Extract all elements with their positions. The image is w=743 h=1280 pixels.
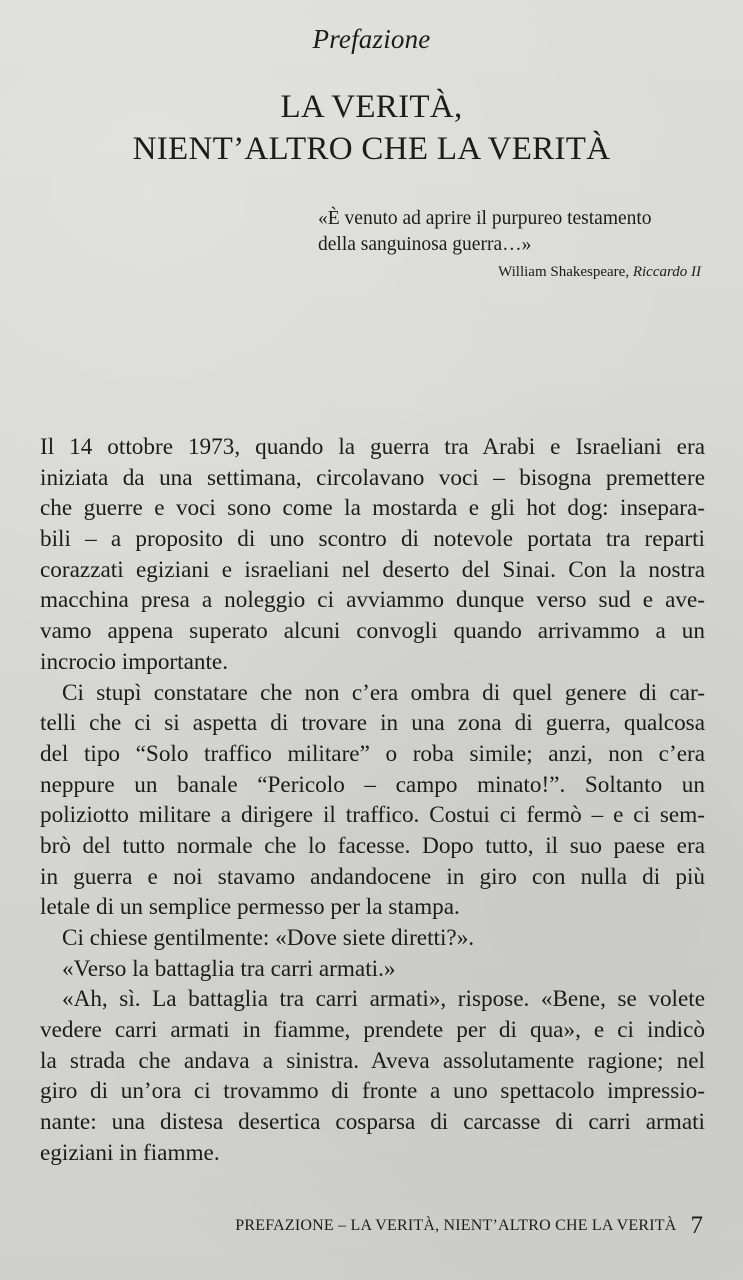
- body-text: [40, 432, 705, 1169]
- body-line: Ci chiese gentilmente: «Dove siete diretti?».: [62, 925, 475, 951]
- section-kicker: Prefazione: [312, 24, 431, 54]
- body-line: macchina presa a noleggio ci avviammo dunque verso sud e ave-: [40, 587, 705, 614]
- body-line: giro di un’ora ci trovammo di fronte a uno spettacolo impressio-: [40, 1078, 705, 1105]
- body-line: «Verso la battaglia tra carri armati.»: [62, 955, 396, 982]
- body-line: poliziotto militare a dirigere il traffico. Costui ci fermò – e ci sem-: [40, 802, 705, 829]
- body-line: bili – a proposito di uno scontro di notevole portata tra reparti: [40, 526, 705, 553]
- body-line: letale di un semplice permesso per la stampa.: [40, 894, 460, 921]
- epigraph-line-2: della sanguinosa guerra…»: [318, 234, 532, 255]
- chapter-title-line-2: NIENT’ALTRO CHE LA VERITÀ: [132, 131, 611, 167]
- running-head: PREFAZIONE – LA VERITÀ, NIENT’ALTRO CHE LA VERITÀ: [235, 1217, 677, 1234]
- body-line: corazzati egiziani e israeliani nel deserto del Sinai. Con la nostra: [40, 556, 705, 583]
- body-line: del tipo “Solo traffico militare” o roba simile; anzi, non c’era: [40, 740, 705, 767]
- epigraph-line-1: «È venuto ad aprire il purpureo testamento: [318, 208, 652, 229]
- body-line: telli che ci si aspetta di trovare in una zona di guerra, qualcosa: [40, 710, 705, 737]
- body-line: iniziata da una settimana, circolavano voci – bisogna premettere: [40, 464, 705, 491]
- body-line: Ci stupì constatare che non c’era ombra di quel genere di car-: [62, 679, 705, 706]
- chapter-title: [0, 86, 743, 170]
- body-line: egiziani in fiamme.: [40, 1139, 220, 1166]
- body-line: vamo appena superato alcuni convogli quando arrivammo a un: [40, 618, 705, 645]
- chapter-title-line-1: LA VERITÀ,: [280, 89, 463, 125]
- body-line: neppure un banale “Pericolo – campo minato!”. Soltanto un: [40, 771, 705, 798]
- epigraph-work: Riccardo II: [632, 264, 701, 280]
- epigraph-author: William Shakespeare,: [498, 264, 633, 280]
- body-line: brò del tutto normale che lo facesse. Dopo tutto, il suo paese era: [40, 832, 705, 859]
- body-line: la strada che andava a sinistra. Aveva assolutamente ragione; nel: [40, 1047, 705, 1074]
- body-line: che guerre e voci sono come la mostarda e gli hot dog: insepara-: [40, 495, 705, 522]
- body-line: nante: una distesa desertica cosparsa di carcasse di carri armati: [40, 1109, 705, 1136]
- epigraph-quote: [318, 206, 713, 258]
- page-number: 7: [690, 1212, 703, 1239]
- page-footer: [0, 1212, 703, 1240]
- body-line: incrocio importante.: [40, 648, 229, 675]
- body-line: Il 14 ottobre 1973, quando la guerra tra Arabi e Israeliani era: [40, 434, 705, 460]
- body-line: «Ah, sì. La battaglia tra carri armati», rispose. «Bene, se volete: [62, 986, 705, 1013]
- epigraph-attribution: [318, 262, 713, 282]
- epigraph: [318, 206, 713, 282]
- body-line: in guerra e noi stavamo andandocene in giro con nulla di più: [40, 863, 705, 890]
- body-line: vedere carri armati in fiamme, prendete per di qua», e ci indicò: [40, 1017, 705, 1044]
